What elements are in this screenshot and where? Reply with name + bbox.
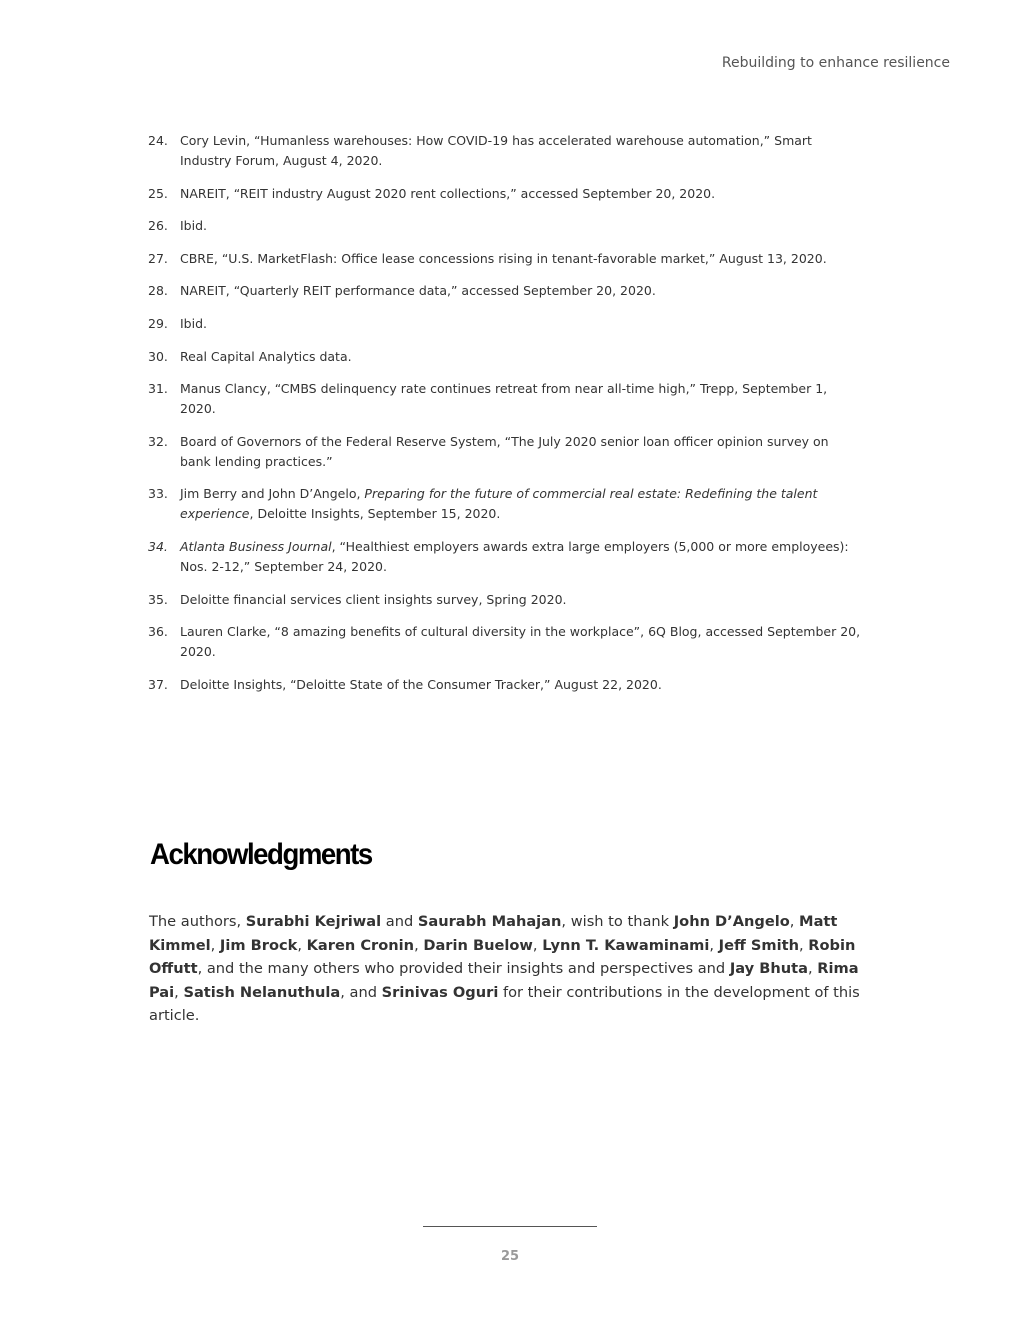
- endnote-text: CBRE, “U.S. MarketFlash: Office lease concessions rising in tenant-favorable market,” August 13, 2020.: [180, 250, 827, 266]
- endnote-item: [148, 314, 863, 334]
- endnote-item: [148, 590, 863, 610]
- ack-contributor-name: Robin Offutt: [149, 936, 856, 977]
- endnote-text: Ibid.: [180, 218, 208, 234]
- endnote-item: [148, 347, 863, 367]
- endnote-item: [148, 249, 863, 269]
- endnote-item: [148, 622, 863, 662]
- running-header: Rebuilding to enhance resilience: [721, 55, 950, 71]
- ack-text: for their contributions in the development of this article.: [149, 983, 860, 1024]
- ack-text: ,: [807, 960, 818, 977]
- ack-contributor-name: Darin Buelow: [423, 936, 533, 954]
- endnote-number: 26.: [148, 218, 168, 234]
- endnote-text-pre: Jim Berry and John D’Angelo,: [180, 486, 365, 502]
- endnote-number: 36.: [148, 624, 168, 640]
- endnote-text: Ibid.: [180, 315, 208, 331]
- endnote-text: NAREIT, “REIT industry August 2020 rent collections,” accessed September 20, 2020.: [180, 185, 716, 201]
- acknowledgments-paragraph: [149, 910, 864, 1028]
- endnote-item: [148, 281, 863, 301]
- endnote-title-italic: Preparing for the future of commercial real estate: Redefining the talent experience: [180, 486, 818, 522]
- endnote-number: 27.: [148, 250, 168, 266]
- ack-text: , and: [340, 983, 382, 1001]
- ack-author-name: Surabhi Kejriwal: [245, 913, 382, 930]
- ack-contributor-name: Rima Pai: [149, 960, 859, 1001]
- ack-contributor-name: John D’Angelo: [673, 913, 790, 930]
- endnote-text: Cory Levin, “Humanless warehouses: How COVID-19 has accelerated warehouse automation,” Smart Industry Forum, August 4, 2020.: [180, 133, 812, 168]
- endnote-item: [148, 131, 863, 171]
- ack-text: ,: [789, 913, 800, 930]
- endnote-item: [148, 184, 863, 204]
- endnote-text-post: , Deloitte Insights, September 15, 2020.: [249, 506, 501, 522]
- endnote-item: [148, 537, 863, 577]
- ack-contributor-name: Jeff Smith: [718, 936, 799, 954]
- endnote-number: 32.: [148, 433, 168, 449]
- ack-text: and: [381, 913, 418, 930]
- ack-contributor-name: Lynn T. Kawaminami: [542, 936, 710, 954]
- endnote-number: 33.: [148, 486, 168, 502]
- endnote-text: Lauren Clarke, “8 amazing benefits of cultural diversity in the workplace”, 6Q Blog, accessed September 20, 2020.: [180, 624, 861, 660]
- endnote-number: 31.: [148, 381, 168, 397]
- ack-text: , and the many others who provided their insights and perspectives and: [197, 960, 730, 977]
- page-number: 25: [500, 1249, 520, 1264]
- endnote-item: [148, 675, 863, 695]
- endnote-item: [148, 432, 863, 472]
- endnotes-list: [148, 131, 863, 707]
- ack-text: ,: [414, 936, 424, 954]
- endnote-title-italic: Atlanta Business Journal: [180, 538, 332, 554]
- endnote-text: NAREIT, “Quarterly REIT performance data,” accessed September 20, 2020.: [180, 283, 656, 299]
- endnote-number: 29.: [148, 315, 168, 331]
- ack-contributor-name: Satish Nelanuthula: [183, 983, 341, 1001]
- endnote-number: 25.: [148, 185, 168, 201]
- endnote-text: Deloitte financial services client insights survey, Spring 2020.: [180, 591, 567, 607]
- endnote-number: 24.: [148, 133, 168, 148]
- ack-text: ,: [210, 936, 220, 954]
- ack-text: ,: [532, 936, 543, 954]
- endnote-text: Real Capital Analytics data.: [180, 348, 352, 364]
- endnote-item: [148, 379, 863, 419]
- ack-author-name: Saurabh Mahajan: [417, 913, 562, 930]
- endnote-number: 35.: [148, 591, 168, 607]
- ack-text: ,: [297, 936, 307, 954]
- ack-text: The authors,: [149, 913, 246, 930]
- endnote-text-post: , “Healthiest employers awards extra large employers (5,000 or more employees): Nos. 2-12,” September 24, 2020.: [180, 538, 849, 574]
- ack-contributor-name: Srinivas Oguri: [381, 983, 499, 1001]
- endnote-number: 37.: [148, 676, 168, 692]
- ack-text: ,: [174, 983, 184, 1001]
- endnote-item: [148, 216, 863, 236]
- acknowledgments-heading: Acknowledgments: [150, 838, 372, 871]
- endnote-number: 28.: [148, 283, 168, 299]
- endnote-item: [148, 484, 863, 524]
- ack-contributor-name: Matt Kimmel: [149, 913, 838, 954]
- endnote-text: Deloitte Insights, “Deloitte State of the Consumer Tracker,” August 22, 2020.: [180, 676, 662, 692]
- ack-contributor-name: Karen Cronin: [306, 936, 415, 954]
- endnote-text: Manus Clancy, “CMBS delinquency rate continues retreat from near all-time high,” Trepp, September 1, 2020.: [180, 381, 828, 417]
- footer-divider: [423, 1226, 597, 1227]
- ack-text: ,: [709, 936, 719, 954]
- ack-text: ,: [798, 936, 809, 954]
- ack-contributor-name: Jim Brock: [219, 936, 298, 954]
- ack-text: , wish to thank: [561, 913, 674, 930]
- ack-contributor-name: Jay Bhuta: [729, 960, 808, 977]
- endnote-text: Board of Governors of the Federal Reserve System, “The July 2020 senior loan officer opinion survey on bank lending practices.”: [180, 433, 829, 469]
- endnote-number: 30.: [148, 348, 168, 364]
- endnote-number: 34.: [148, 538, 168, 554]
